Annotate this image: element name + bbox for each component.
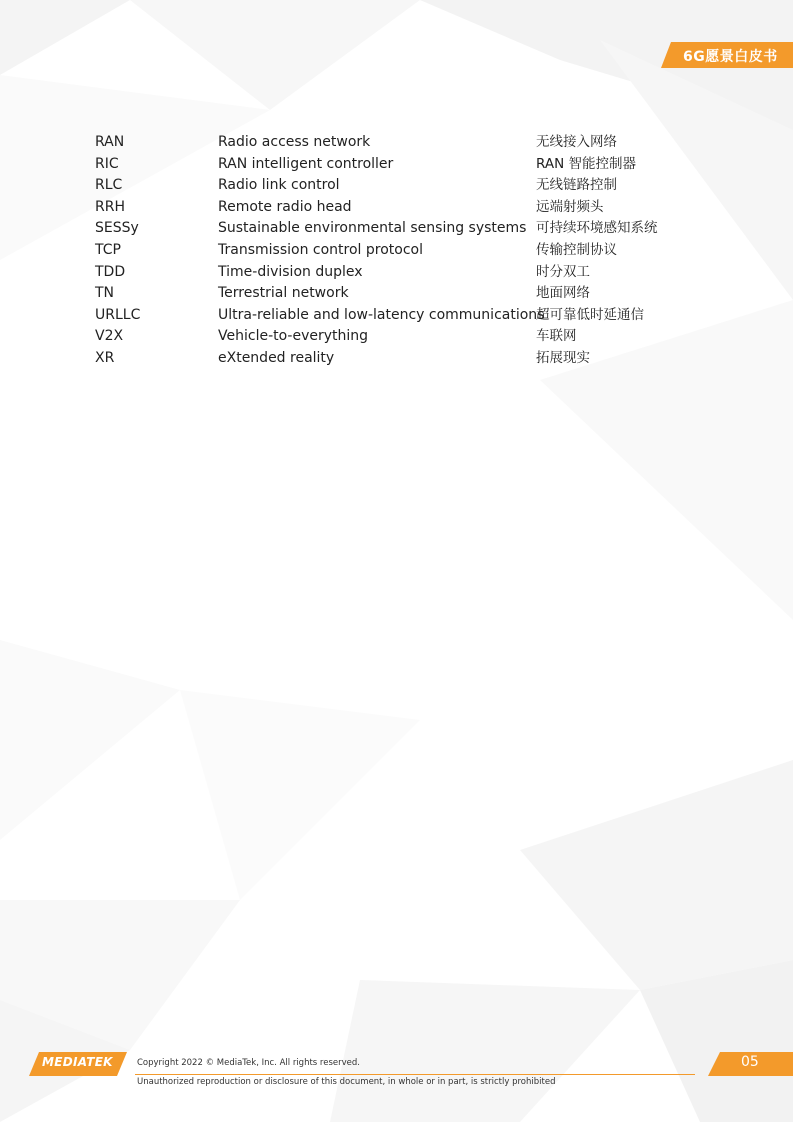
full-name: Radio access network: [218, 134, 371, 150]
abbreviation: URLLC: [95, 306, 141, 323]
disclaimer-text: Unauthorized reproduction or disclosure of this document, in whole or in part, is strictly prohibited: [137, 1077, 556, 1087]
mediatek-logo: [29, 1052, 127, 1076]
full-name: Remote radio head: [218, 198, 352, 215]
full-name: Sustainable environmental sensing systems: [218, 220, 527, 237]
full-name: eXtended reality: [218, 349, 335, 366]
abbreviation: SESSy: [95, 220, 139, 237]
abbreviation: RRH: [95, 198, 125, 215]
logo-text: MEDIATEK: [42, 1055, 113, 1069]
chinese-name: 传输控制协议: [536, 241, 617, 258]
full-name: Transmission control protocol: [218, 241, 423, 258]
abbreviation: TDD: [95, 263, 126, 280]
abbreviation: V2X: [95, 328, 124, 345]
full-name: Ultra-reliable and low-latency communications: [218, 306, 545, 323]
chinese-name: 可持续环境感知系统: [536, 220, 658, 237]
full-name: Vehicle-to-everything: [218, 328, 369, 345]
abbreviation: XR: [95, 349, 115, 366]
abbreviation: RLC: [95, 177, 123, 194]
chinese-name: 地面网络: [536, 285, 590, 302]
copyright-text: Copyright 2022 © MediaTek, Inc. All rights reserved.: [137, 1058, 360, 1068]
full-name: Terrestrial network: [218, 285, 349, 302]
chinese-name: RAN 智能控制器: [536, 155, 636, 172]
abbreviation: RIC: [95, 155, 119, 172]
chinese-name: 拓展现实: [536, 349, 590, 366]
full-name: Time-division duplex: [218, 263, 363, 280]
abbreviation: TN: [95, 285, 115, 302]
header-title-tag: [661, 42, 793, 68]
page-number: 05: [741, 1054, 759, 1070]
chinese-name: 无线接入网络: [536, 134, 617, 150]
chinese-name: 时分双工: [536, 263, 590, 280]
page-number-tag: [708, 1052, 793, 1076]
footer-divider: [135, 1074, 695, 1075]
abbreviation: TCP: [95, 241, 121, 258]
full-name: Radio link control: [218, 177, 340, 194]
full-name: RAN intelligent controller: [218, 155, 394, 172]
chinese-name: 远端射频头: [536, 198, 604, 215]
abbreviation: RAN: [95, 134, 125, 150]
chinese-name: 超可靠低时延通信: [536, 306, 644, 323]
document-title: 6G愿景白皮书: [683, 49, 778, 65]
chinese-name: 无线链路控制: [536, 177, 617, 194]
chinese-name: 车联网: [536, 328, 577, 345]
